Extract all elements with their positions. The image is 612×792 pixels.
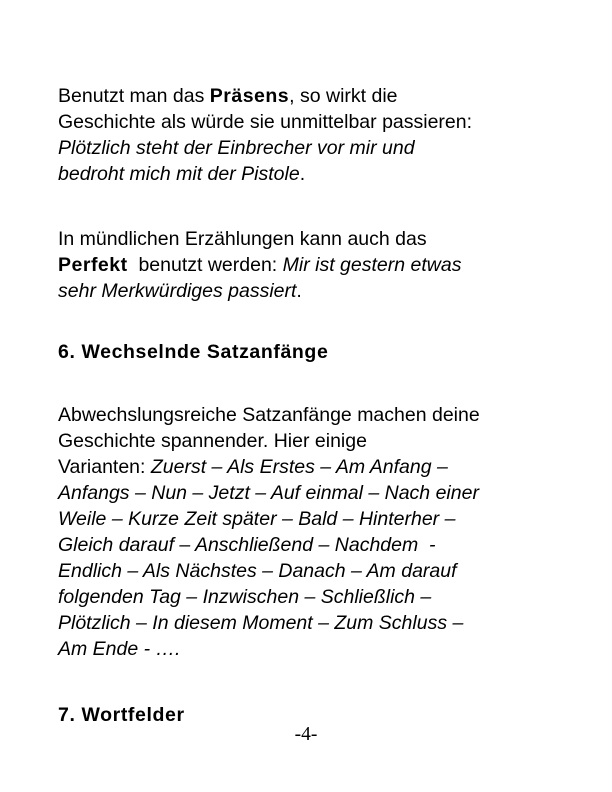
- text-span: , so wirkt die: [289, 85, 398, 107]
- text-span: benutzt werden:: [127, 254, 283, 276]
- paragraph-praesens: [58, 83, 472, 187]
- example-line: [58, 161, 472, 187]
- example-text: sehr Merkwürdiges passiert: [58, 280, 297, 302]
- example-line: [58, 558, 480, 584]
- bold-term-perfekt: Perfekt: [58, 254, 128, 276]
- example-text: Endlich – Als Nächstes – Danach – Am darauf: [58, 560, 457, 582]
- text-span: .: [296, 280, 302, 302]
- example-text: folgenden Tag – Inzwischen – Schließlich –: [58, 586, 432, 608]
- text-line: In mündlichen Erzählungen kann auch das: [58, 228, 427, 250]
- example-text: bedroht mich mit der Pistole: [58, 163, 300, 185]
- paragraph-perfekt: [58, 226, 461, 304]
- example-text: Anfangs – Nun – Jetzt – Auf einmal – Nach einer: [58, 482, 479, 504]
- text-line: Geschichte als würde sie unmittelbar passieren:: [58, 111, 473, 133]
- example-text: Zuerst – Als Erstes – Am Anfang –: [150, 456, 448, 478]
- page-number: -4-: [294, 724, 318, 745]
- example-line: [58, 506, 480, 532]
- example-text: Am Ende - ….: [58, 638, 181, 660]
- section-heading-7: 7. Wortfelder: [58, 704, 185, 726]
- example-text: Weile – Kurze Zeit später – Bald – Hinterher –: [58, 508, 456, 530]
- text-span: Benutzt man das: [58, 85, 210, 107]
- text-span: .: [299, 163, 306, 185]
- example-line: [58, 135, 472, 161]
- bold-term-praesens: Präsens: [209, 85, 290, 107]
- example-line: [58, 584, 480, 610]
- text-line: Abwechslungsreiche Satzanfänge machen deine: [58, 404, 480, 426]
- example-text: Gleich darauf – Anschließend – Nachdem -: [58, 534, 436, 556]
- text-line: [58, 83, 472, 109]
- text-line: [58, 252, 461, 278]
- example-line: [58, 480, 480, 506]
- example-line: [58, 636, 480, 662]
- text-line: [58, 454, 480, 480]
- text-line: Geschichte spannender. Hier einige: [58, 430, 367, 452]
- example-text: Plötzlich – In diesem Moment – Zum Schluss –: [58, 612, 464, 634]
- example-text: Plötzlich steht der Einbrecher vor mir und: [58, 137, 415, 159]
- example-text: Mir ist gestern etwas: [282, 254, 462, 276]
- paragraph-satzanfaenge: [58, 402, 480, 662]
- text-span: Varianten:: [58, 456, 151, 478]
- example-line: [58, 532, 480, 558]
- section-heading-6: 6. Wechselnde Satzanfänge: [58, 341, 329, 363]
- example-line: [58, 278, 461, 304]
- example-line: [58, 610, 480, 636]
